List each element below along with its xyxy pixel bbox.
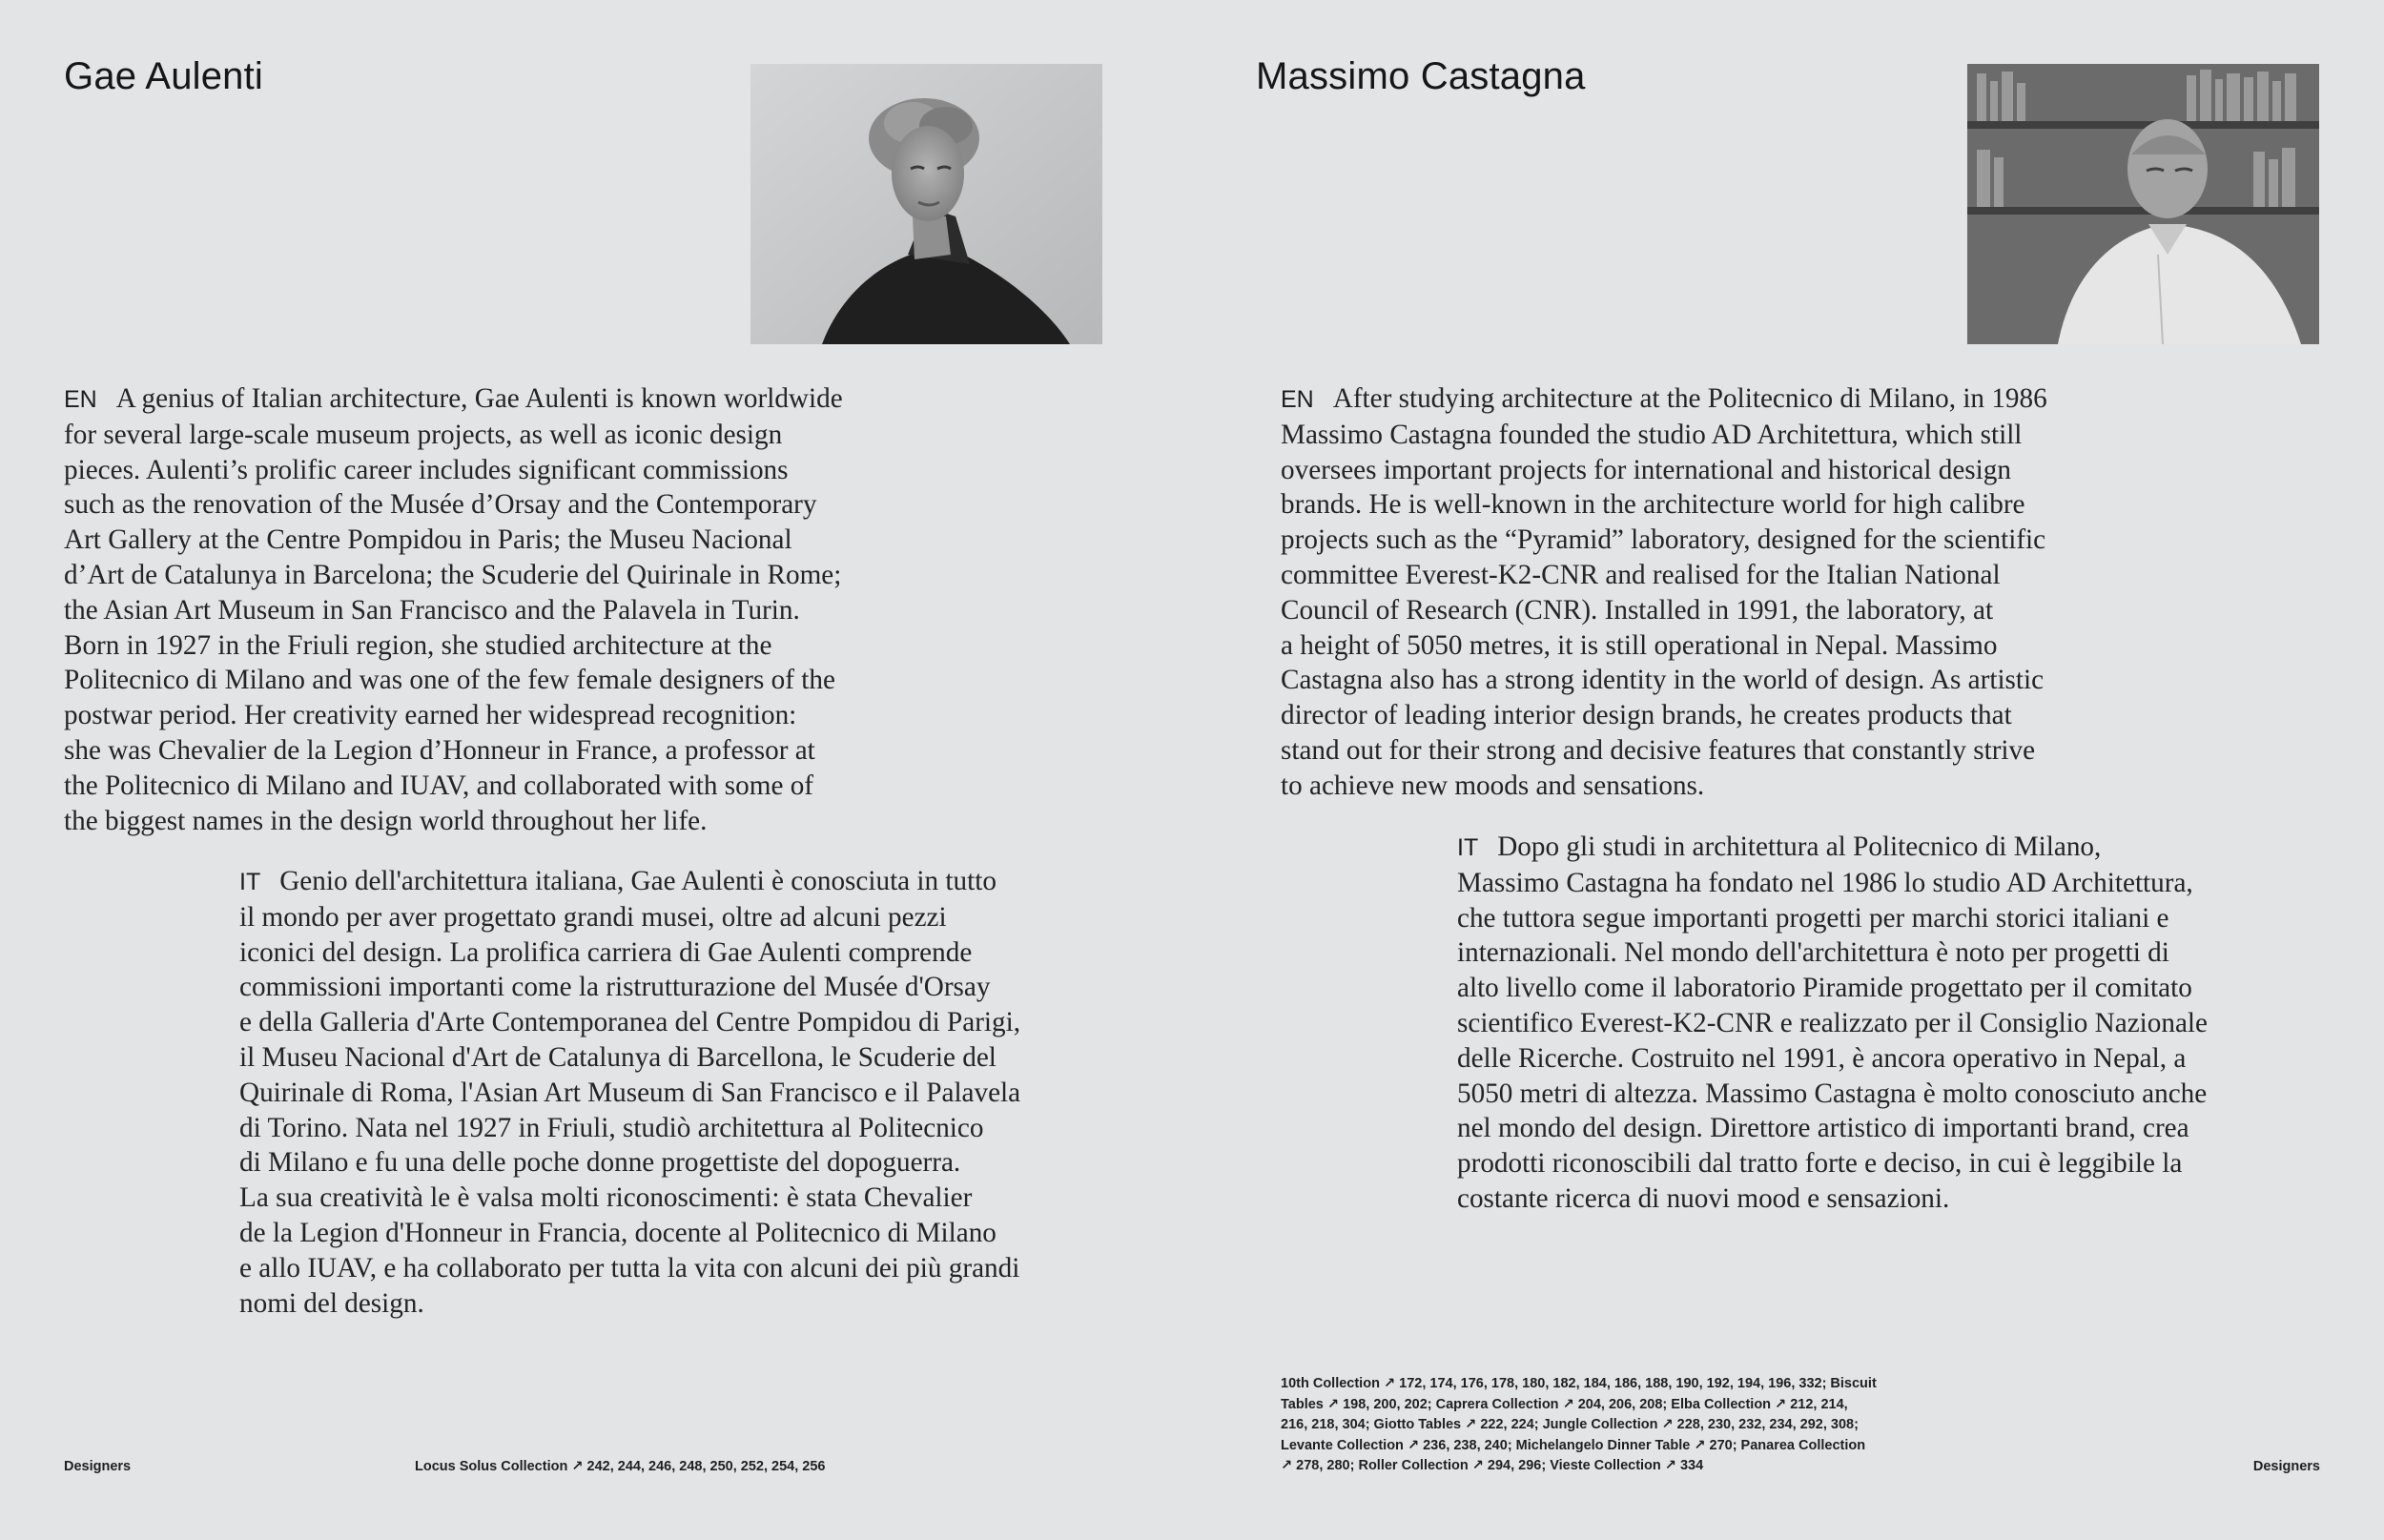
footer-section-label: Designers (64, 1459, 132, 1474)
lang-label-it: IT (1457, 834, 1479, 861)
right-page (1192, 0, 2384, 1540)
portrait-photo (1967, 64, 2319, 344)
bio-it: IT Dopo gli studi in architettura al Politecnico di Milano, Massimo Castagna ha fondato nel 1986 lo studio AD Architettura, che tuttora segue importanti progetti per marchi storici italiani e internazionali. Nel mondo dell'architettura è noto per progetti di alto livello come il laboratorio Piramide progettato per il comitato scientifico Everest-K2-CNR e realizzato per il Consiglio Nazionale delle Ricerche. Costruito nel 1991, è ancora operativo in Nepal, a 5050 metri di altezza. Massimo Castagna è molto conosciuto anche nel mondo del design. Direttore artistico di importanti brand, crea prodotti riconoscibili dal tratto forte e deciso, in cui è leggibile la costante ricerca di nuovi mood e sensazioni. (1457, 832, 2208, 1214)
footer-section-label: Designers (2252, 1459, 2320, 1474)
lang-label-en: EN (1281, 386, 1314, 413)
designer-name: Gae Aulenti (64, 55, 264, 97)
lang-label-en: EN (64, 386, 97, 413)
footer-collection-refs: 10th Collection ↗ 172, 174, 176, 178, 180, 182, 184, 186, 188, 190, 192, 194, 196, 332; Biscuit Tables ↗ 198, 200, 202; Caprera Collection ↗ 204, 206, 208; Elba Collection ↗ 212, 214, 216, 218, 304; Giotto Tables ↗ 222, 224; Jungle Collection ↗ 228, 230, 232, 234, 292, 308; Levante Collection ↗ 236, 238, 240; Michelangelo Dinner Table ↗ 270; Panarea Collection ↗ 278, 280; Roller Collection ↗ 294, 296; Vieste Collection ↗ 334 (1281, 1376, 1877, 1474)
bio-en: EN A genius of Italian architecture, Gae Aulenti is known worldwide for several large-scale museum projects, as well as iconic design pieces. Aulenti’s prolific career includes significant commissions such as the renovation of the Musée d’Orsay and the Contemporary Art Gallery at the Centre Pompidou in Paris; the Museu Nacional d’Art de Catalunya in Barcelona; the Scuderie del Quirinale in Rome; the Asian Art Museum in San Francisco and the Palavela in Turin. Born in 1927 in the Friuli region, she studied architecture at the Politecnico di Milano and was one of the few female designers of the postwar period. Her creativity earned her widespread recognition: she was Chevalier de la Legion d’Honneur in France, a professor at the Politecnico di Milano and IUAV, and collaborated with some of the biggest names in the design world throughout her life. (64, 383, 843, 836)
designer-name: Massimo Castagna (1256, 55, 1586, 97)
bio-it: IT Genio dell'architettura italiana, Gae Aulenti è conosciuta in tutto il mondo per aver progettato grandi musei, oltre ad alcuni pezzi iconici del design. La prolifica carriera di Gae Aulenti comprende commissioni importanti come la ristrutturazione del Musée d'Orsay e della Galleria d'Arte Contemporanea del Centre Pompidou di Parigi, il Museu Nacional d'Art de Catalunya di Barcellona, le Scuderie del Quirinale di Roma, l'Asian Art Museum di San Francisco e il Palavela di Torino. Nata nel 1927 in Friuli, studiò architettura al Politecnico di Milano e fu una delle poche donne progettiste del dopoguerra. La sua creatività le è valsa molti riconoscimenti: è stata Chevalier de la Legion d'Honneur in Francia, docente al Politecnico di Milano e allo IUAV, e ha collaborato per tutta la vita con alcuni dei più grandi nomi del design. (239, 866, 1021, 1319)
footer-collection-refs: Locus Solus Collection ↗ 242, 244, 246, 248, 250, 252, 254, 256 (415, 1459, 826, 1474)
lang-label-it: IT (239, 869, 261, 895)
bio-en: EN After studying architecture at the Politecnico di Milano, in 1986 Massimo Castagna founded the studio AD Architettura, which still oversees important projects for international and historical design brands. He is well-known in the architecture world for high calibre projects such as the “Pyramid” laboratory, designed for the scientific committee Everest-K2-CNR and realised for the Italian National Council of Research (CNR). Installed in 1991, the laboratory, at a height of 5050 metres, it is still operational in Nepal. Massimo Castagna also has a strong identity in the world of design. As artistic director of leading interior design brands, he creates products that stand out for their strong and decisive features that constantly strive to achieve new moods and sensations. (1281, 383, 2047, 801)
portrait-photo (750, 64, 1102, 344)
